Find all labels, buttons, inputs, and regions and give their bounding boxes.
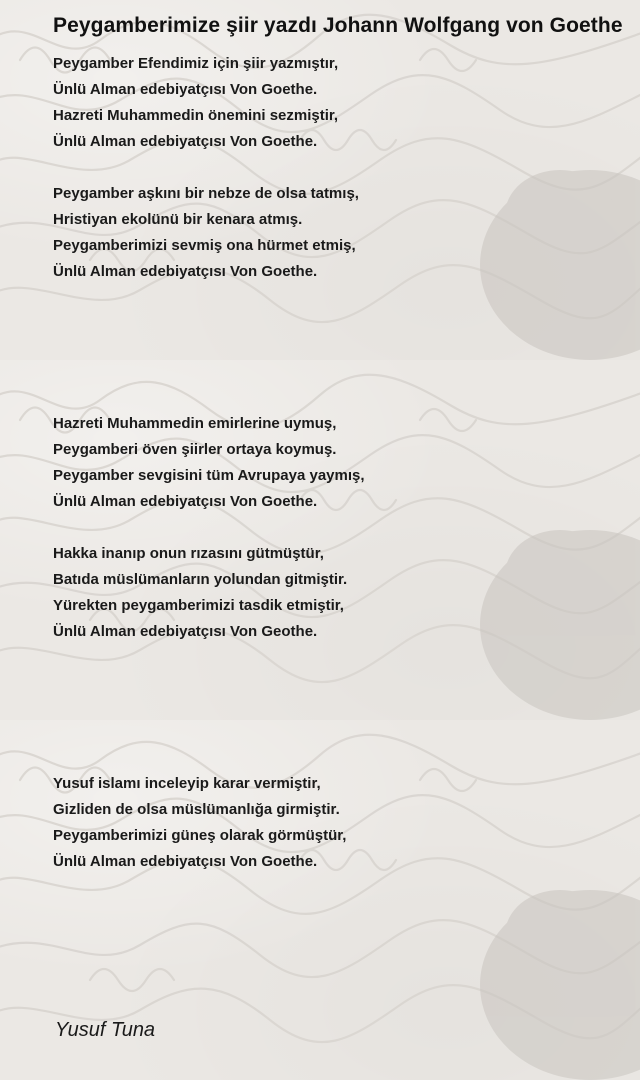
- poem-line: Yusuf islamı inceleyip karar vermiştir,: [53, 775, 321, 792]
- poem-line: Hazreti Muhammedin önemini sezmiştir,: [53, 107, 339, 124]
- poem-line: Peygamberimizi güneş olarak görmüştür,: [53, 827, 347, 844]
- poem-line: Ünlü Alman edebiyatçısı Von Goethe.: [53, 263, 318, 280]
- poem-stanza-1: [53, 51, 338, 155]
- poem-line: Hristiyan ekolünü bir kenara atmış.: [53, 211, 303, 228]
- poem-line: Hakka inanıp onun rızasını gütmüştür,: [53, 545, 324, 562]
- poem-line: Ünlü Alman edebiyatçısı Von Goethe.: [53, 853, 318, 870]
- poem-line: Hazreti Muhammedin emirlerine uymuş,: [53, 415, 337, 432]
- poem-line: Peygamberimizi sevmiş ona hürmet etmiş,: [53, 237, 356, 254]
- poem-line: Peygamber aşkını bir nebze de olsa tatmış,: [53, 185, 359, 202]
- poem-title: Peygamberimize şiir yazdı Johann Wolfgang von Goethe: [53, 14, 623, 37]
- poem-line: Peygamber sevgisini tüm Avrupaya yaymış,: [53, 467, 365, 484]
- poem-line: Yürekten peygamberimizi tasdik etmiştir,: [53, 597, 344, 614]
- poem-stanza-4: [53, 541, 347, 645]
- poem-line: Peygamberi öven şiirler ortaya koymuş.: [53, 441, 337, 458]
- poem-line: Batıda müslümanların yolundan gitmiştir.: [53, 571, 348, 588]
- poem-line: Ünlü Alman edebiyatçısı Von Goethe.: [53, 133, 318, 150]
- poem-line: Peygamber Efendimiz için şiir yazmıştır,: [53, 55, 339, 72]
- poem-author: Yusuf Tuna: [55, 1019, 156, 1041]
- poem-line: Ünlü Alman edebiyatçısı Von Goethe.: [53, 493, 318, 510]
- poem-line: Ünlü Alman edebiyatçısı Von Geothe.: [53, 623, 318, 640]
- poem-stanza-3: [53, 411, 365, 515]
- poem-line: Gizliden de olsa müslümanlığa girmiştir.: [53, 801, 340, 818]
- poem-stanza-2: [53, 181, 359, 285]
- poem-line: Ünlü Alman edebiyatçısı Von Goethe.: [53, 81, 318, 98]
- poem-stanza-5: [53, 771, 346, 875]
